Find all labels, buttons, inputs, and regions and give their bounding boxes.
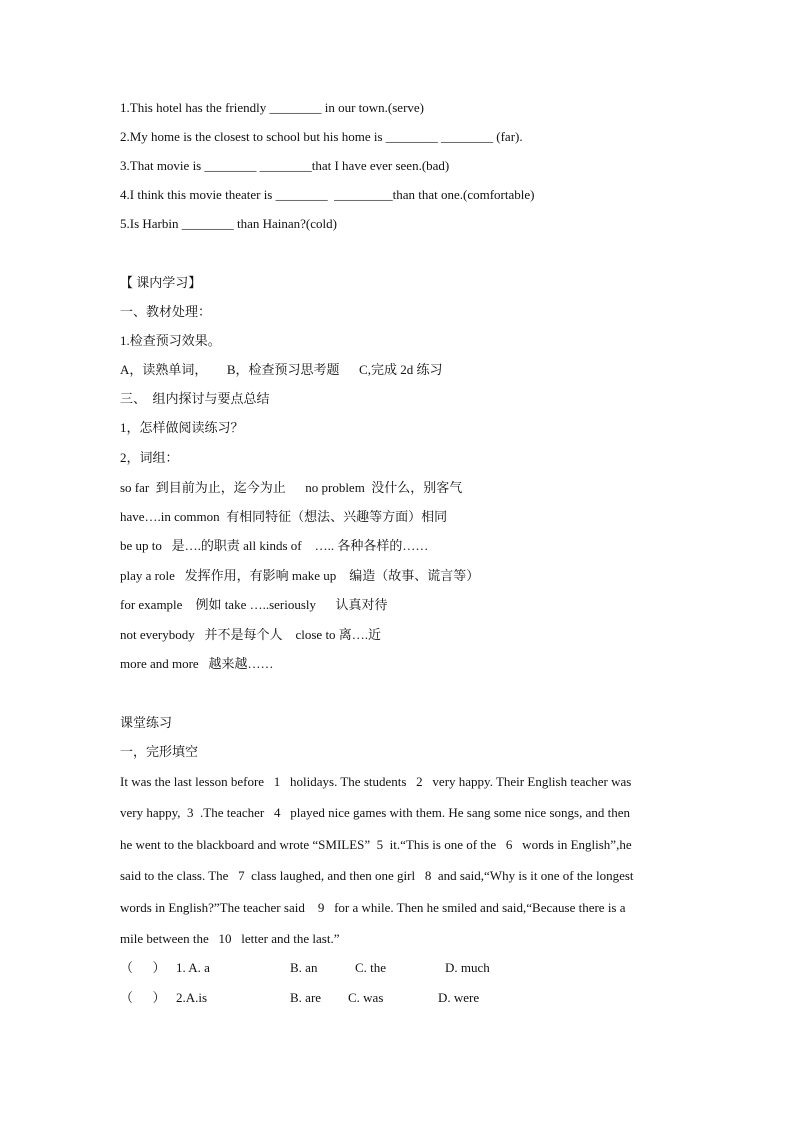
exercise-line-3: 3.That movie is ________ ________that I have ever seen.(bad) <box>120 158 450 173</box>
option-a: 1. A. a <box>176 960 210 975</box>
answer-blank: （ ） <box>120 990 166 1005</box>
cloze-line-5: words in English?”The teacher said 9 for a while. Then he smiled and said,“Because there is a <box>120 900 626 915</box>
phrase-line-7: more and more 越来越…… <box>120 656 274 671</box>
phrase-line-2: have….in common 有相同特征（想法、兴趣等方面）相同 <box>120 509 448 524</box>
exercise-line-5: 5.Is Harbin ________ than Hainan?(cold) <box>120 216 337 231</box>
option-b: B. an <box>290 960 318 975</box>
outline-line-6: 2，词组： <box>120 450 179 465</box>
option-c: C. was <box>348 990 384 1005</box>
phrase-line-5: for example 例如 take …..seriously 认真对待 <box>120 597 388 612</box>
phrase-line-1: so far 到目前为止，迄今为止 no problem 没什么，别客气 <box>120 480 463 495</box>
outline-line-2: 1.检查预习效果。 <box>120 333 221 348</box>
phrase-line-6: not everybody 并不是每个人 close to 离….近 <box>120 627 382 642</box>
phrase-line-4: play a role 发挥作用，有影响 make up 编造（故事、谎言等） <box>120 568 480 583</box>
outline-line-5: 1，怎样做阅读练习？ <box>120 420 244 435</box>
option-b: B. are <box>290 990 322 1005</box>
phrase-line-3: be up to 是….的职责 all kinds of ….. 各种各样的…… <box>120 538 429 553</box>
outline-line-4: 三、 组内探讨与要点总结 <box>120 391 270 406</box>
cloze-line-3: he went to the blackboard and wrote “SMILES” 5 it.“This is one of the 6 words in English”,he <box>120 837 632 852</box>
practice-heading: 课堂练习 <box>120 715 173 730</box>
cloze-line-4: said to the class. The 7 class laughed, and then one girl 8 and said,“Why is it one of the longest <box>120 868 634 883</box>
option-d: D. were <box>438 990 480 1005</box>
option-a: 2.A.is <box>176 990 208 1005</box>
exercise-line-1: 1.This hotel has the friendly ________ in our town.(serve) <box>120 100 424 115</box>
outline-line-1: 一、教材处理： <box>120 304 212 319</box>
answer-blank: （ ） <box>120 960 166 975</box>
cloze-line-6: mile between the 10 letter and the last.” <box>120 931 340 946</box>
option-c: C. the <box>355 960 387 975</box>
outline-line-3: A，读熟单词， B，检查预习思考题 C,完成 2d 练习 <box>120 362 443 377</box>
cloze-line-2: very happy, 3 .The teacher 4 played nice games with them. He sang some nice songs, and then <box>120 805 630 820</box>
section-heading: 【 课内学习】 <box>120 275 202 290</box>
cloze-heading: 一，完形填空 <box>120 744 199 759</box>
exercise-line-2: 2.My home is the closest to school but his home is ________ ________ (far). <box>120 129 523 144</box>
option-d: D. much <box>445 960 490 975</box>
cloze-line-1: It was the last lesson before 1 holidays. The students 2 very happy. Their English teacher was <box>120 774 632 789</box>
exercise-line-4: 4.I think this movie theater is ________ _________than that one.(comfortable) <box>120 187 535 202</box>
